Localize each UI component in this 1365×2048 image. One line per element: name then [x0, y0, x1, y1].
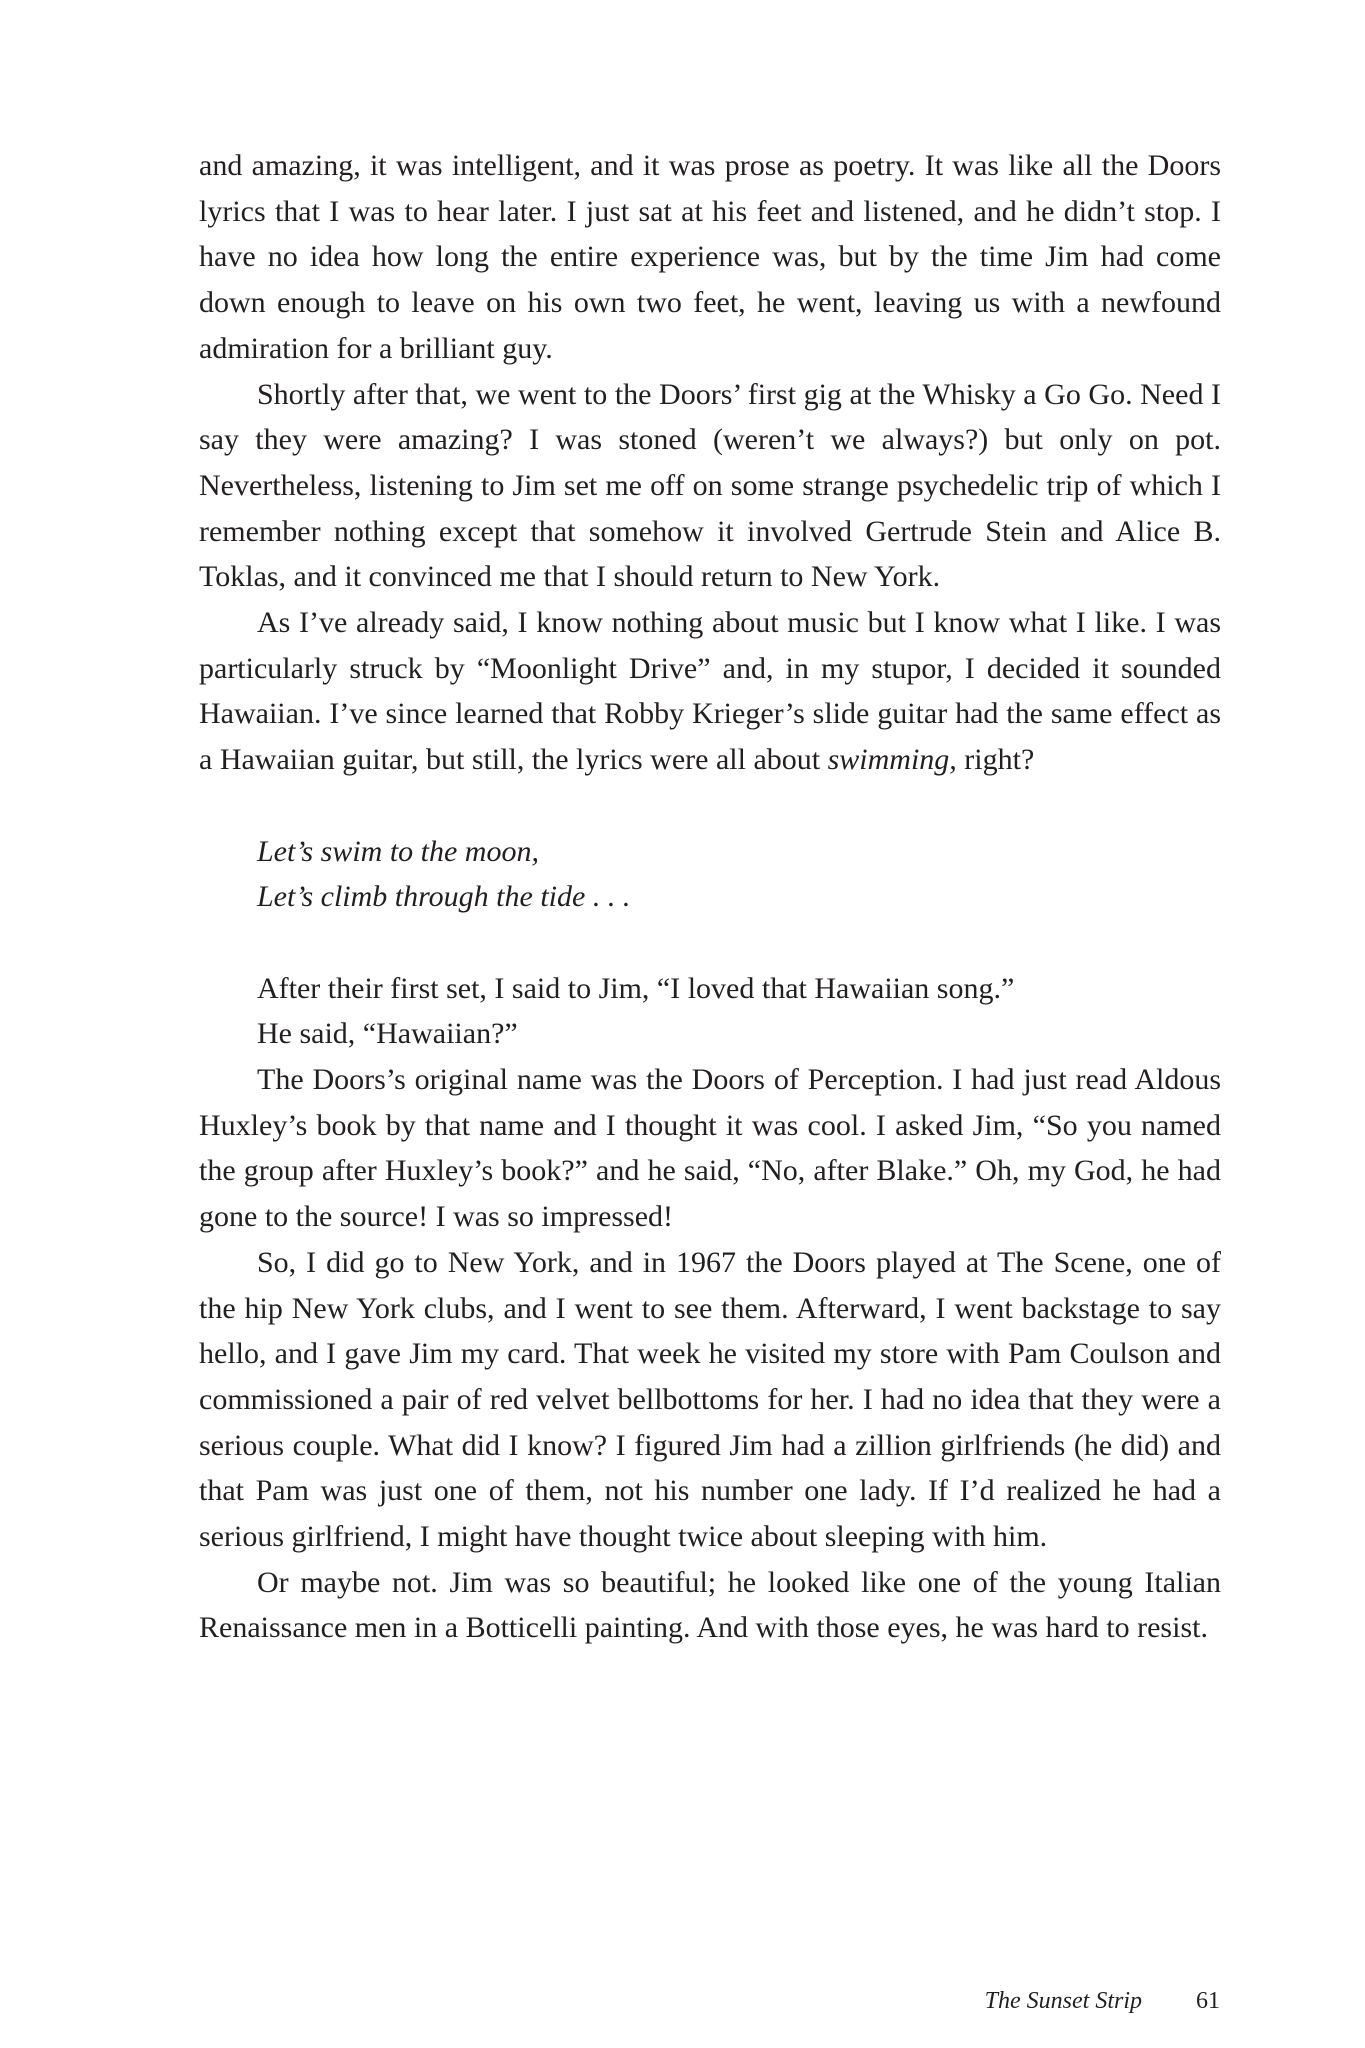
paragraph-text: As I’ve already said, I know nothing about music but I know what I like. I was particularly struck by “Moonlight Drive” and, in my stupor, I decided it sounded Hawaiian. I’ve since learned that Robby Krieger’s slide guitar had the same effect as a Hawaiian guitar, but still, the lyrics were all about [199, 606, 1221, 777]
paragraph-moonlight-drive [199, 600, 1221, 783]
paragraph-continued: and amazing, it was intelligent, and it was prose as poetry. It was like all the Doors lyrics that I was to hear later. I just sat at his feet and listened, and he didn’t stop. I have no idea how long the entire experience was, but by the time Jim had come down enough to leave on his own two feet, he went, leaving us with a newfound admiration for a brilliant guy. [199, 149, 1221, 365]
page-number: 61 [1196, 1988, 1220, 2014]
lyrics-quote [257, 829, 1221, 920]
page-footer [0, 1988, 1365, 2028]
paragraph-whisky-gig: Shortly after that, we went to the Doors’ first gig at the Whisky a Go Go. Need I say they were amazing? I was stoned (weren’t we always?) but only on pot. Nevertheless, listening to Jim set me off on some strange psychedelic trip of which I remember nothing except that somehow it involved Gertrude Stein and Alice B. Toklas, and it convinced me that I should return to New York. [199, 377, 1221, 594]
paragraph-new-york: So, I did go to New York, and in 1967 the Doors played at The Scene, one of the hip New York clubs, and I went to see them. Afterward, I went backstage to say hello, and I gave Jim my card. That week he visited my store with Pam Coulson and commissioned a pair of red velvet bellbottoms for her. I had no idea that they were a serious couple. What did I know? I figured Jim had a zillion girlfriends (he did) and that Pam was just one of them, not his number one lady. If I’d realized he had a serious girlfriend, I might have thought twice about sleeping with him. [199, 1245, 1221, 1554]
lyric-line: Let’s swim to the moon, [257, 834, 539, 868]
emphasis-text: swimming, [827, 743, 957, 777]
paragraph-doors-of-perception: The Doors’s original name was the Doors of Perception. I had just read Aldous Huxley’s book by that name and I thought it was cool. I asked Jim, “So you named the group after Huxley’s book?” and he said, “No, after Blake.” Oh, my God, he had gone to the source! I was so impressed! [199, 1063, 1221, 1234]
lyric-line: Let’s climb through the tide . . . [257, 880, 631, 914]
paragraph-text: right? [956, 743, 1035, 777]
paragraph-first-set: After their first set, I said to Jim, “I loved that Hawaiian song.” [257, 971, 1015, 1005]
paragraph-botticelli: Or maybe not. Jim was so beautiful; he looked like one of the young Italian Renaissance men in a Botticelli painting. And with those eyes, he was hard to resist. [199, 1565, 1221, 1645]
body-text [199, 143, 1221, 1651]
paragraph-hawaiian: He said, “Hawaiian?” [257, 1017, 518, 1051]
running-head: The Sunset Strip [984, 1988, 1142, 2014]
